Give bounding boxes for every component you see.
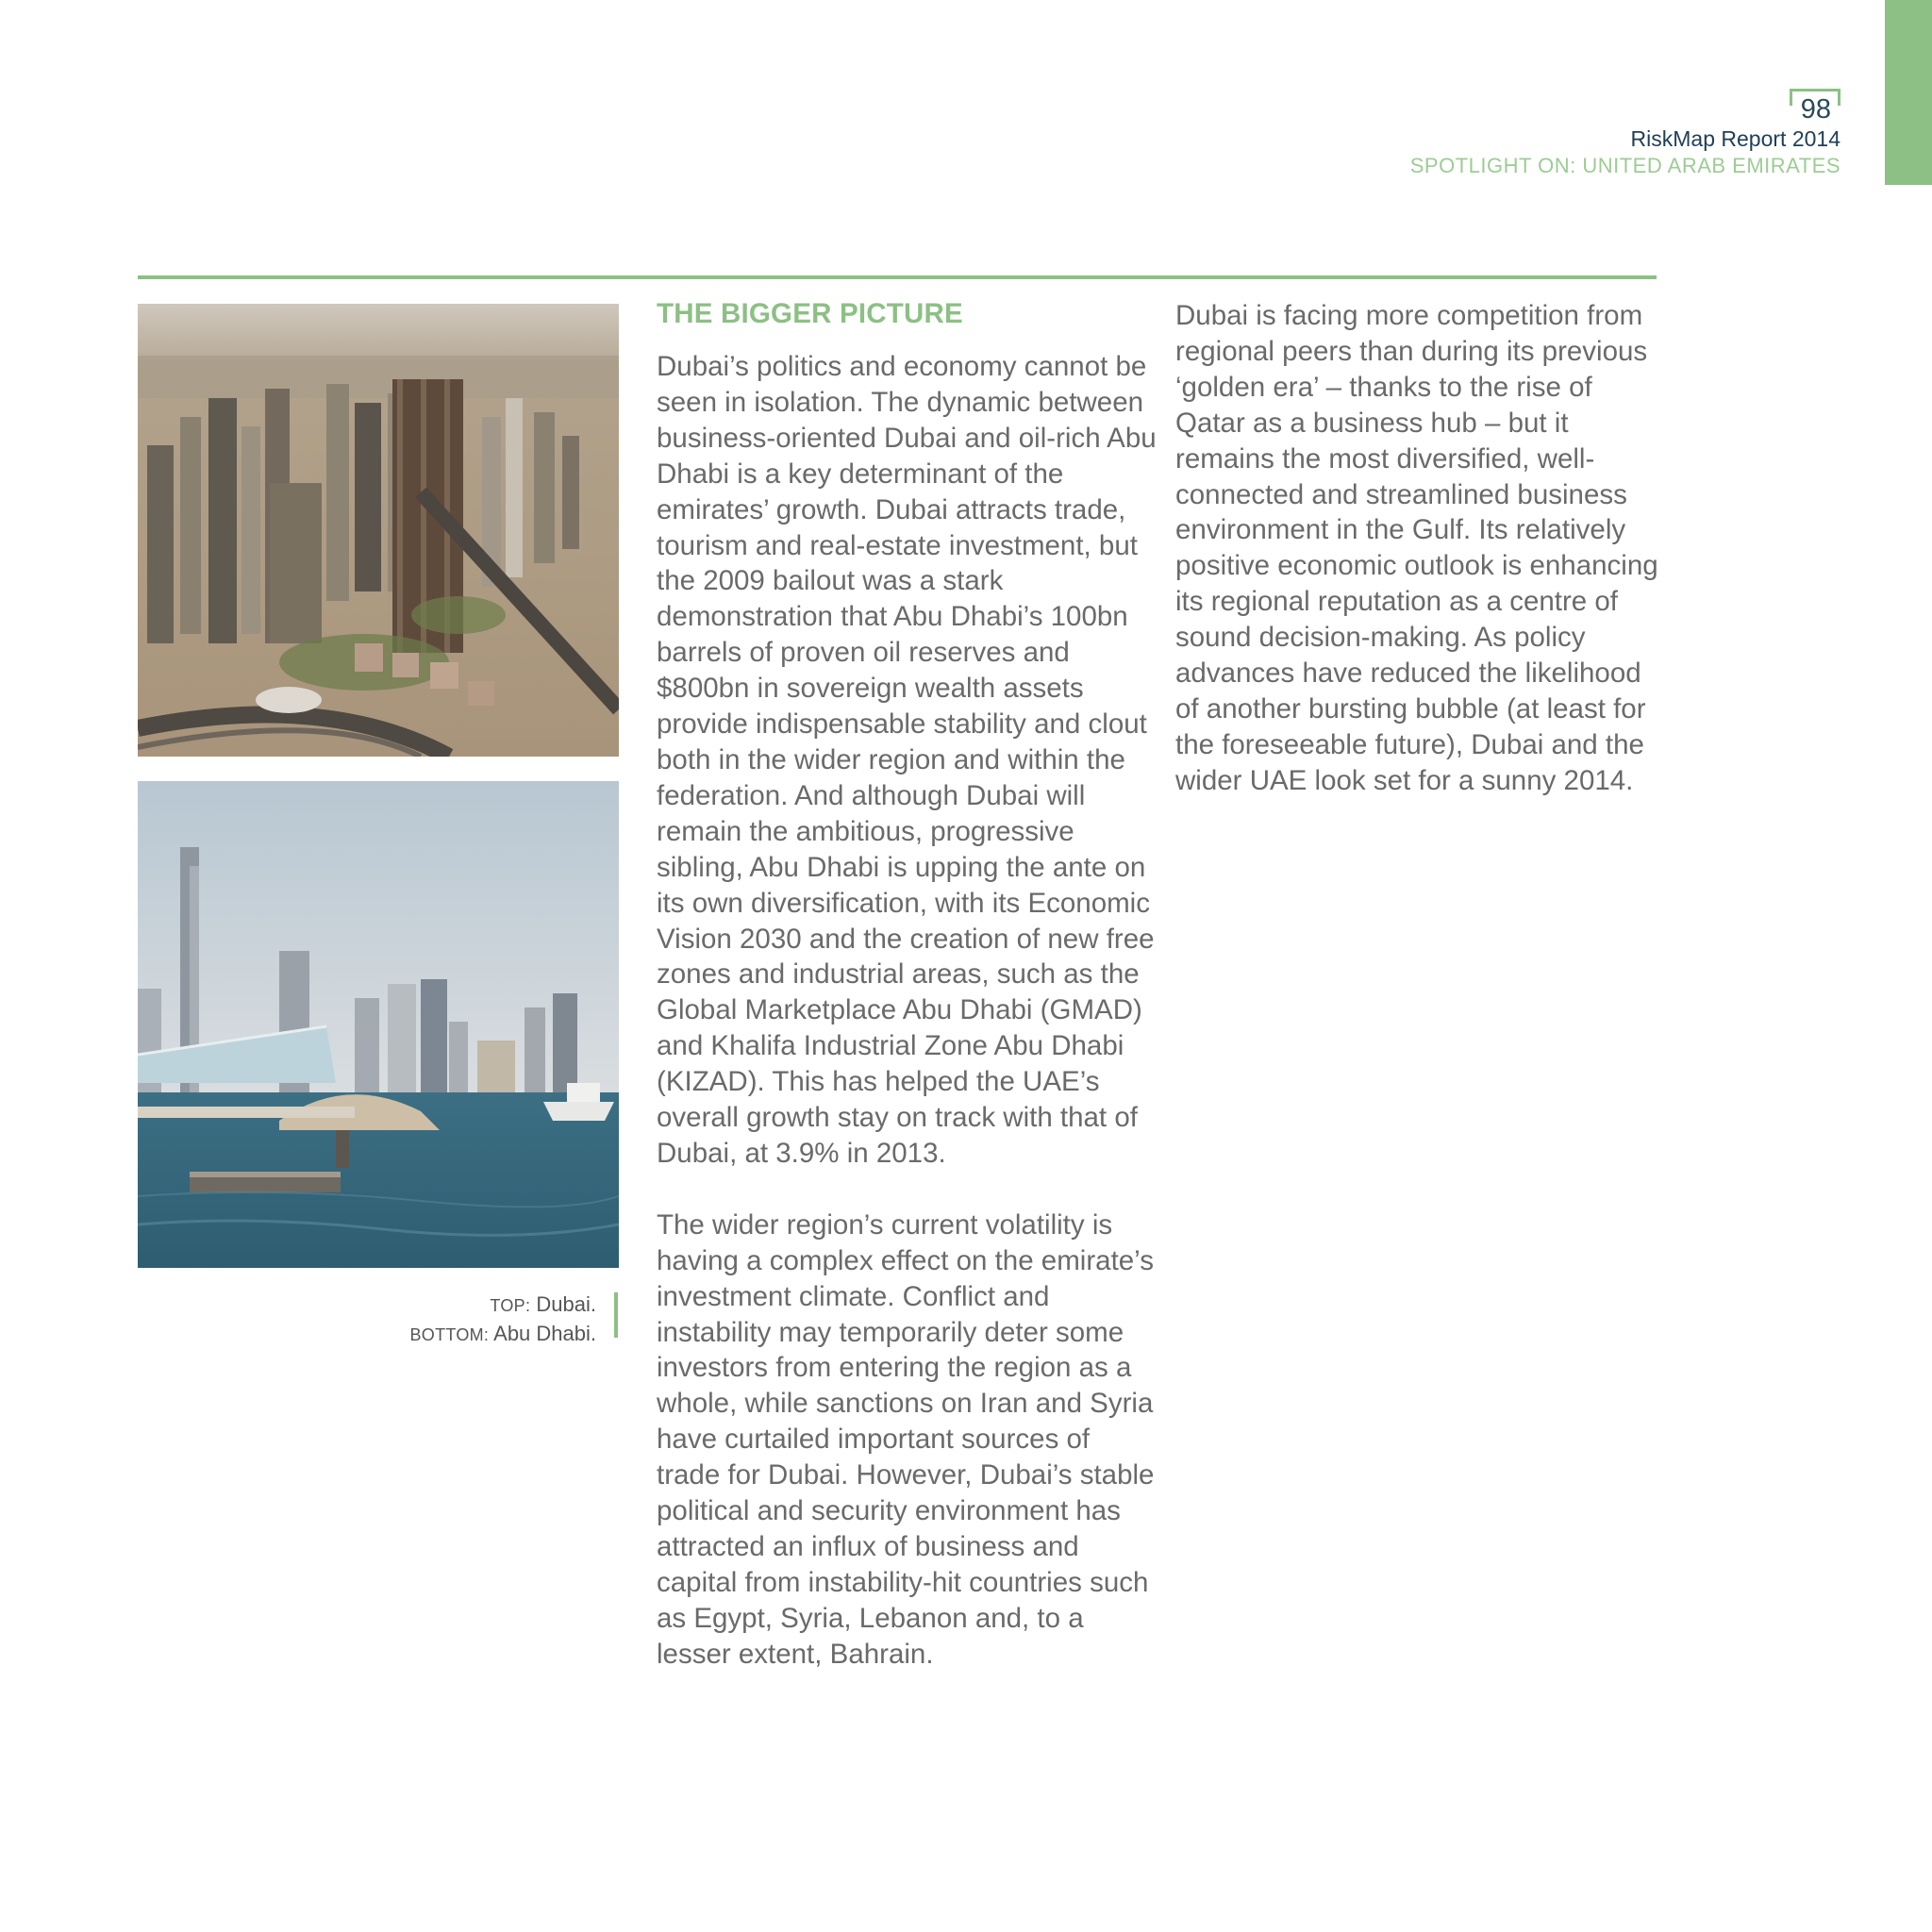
abu-dhabi-waterfront-image <box>138 781 619 1268</box>
caption-top <box>409 1291 596 1320</box>
page-number-box <box>1790 89 1840 125</box>
photo-caption <box>409 1291 596 1349</box>
section-divider <box>138 275 1657 279</box>
article-paragraph: Dubai’s politics and economy cannot be seen in isolation. The dynamic between business-oriented Dubai and oil-rich Abu Dhabi is a key determinant of the emirates’ growth. Dubai attracts trade, tourism and real-estate investment, but the 2009 bailout was a stark demonstration that Abu Dhabi’s 100bn barrels of proven oil reserves and $800bn in sovereign wealth assets provide indispensable stability and clout both in the wider region and within the federation. And although Dubai will remain the ambitious, progressive sibling, Abu Dhabi is upping the ante on its own diversification, with its Economic Vision 2030 and the creation of new free zones and industrial areas, such as the Global Marketplace Abu Dhabi (GMAD) and Khalifa Industrial Zone Abu Dhabi (KIZAD). This has helped the UAE’s overall growth stay on track with that of Dubai, at 3.9% in 2013. <box>657 351 1157 1169</box>
article-paragraph: Dubai is facing more competition from regional peers than during its previous ‘golden era’ – thanks to the rise of Qatar as a business hub – but it remains the most diversified, well-connected and streamlined business environment in the Gulf. Its relatively positive economic outlook is enhancing its regional reputation as a centre of sound decision-making. As policy advances have reduced the likelihood of another bursting bubble (at least for the foreseeable future), Dubai and the wider UAE look set for a sunny 2014. <box>1175 300 1658 796</box>
dubai-photo <box>138 304 619 757</box>
page-number: 98 <box>1800 94 1831 125</box>
caption-bottom <box>409 1320 596 1349</box>
page-header <box>1410 89 1840 179</box>
dubai-skyline-image <box>138 304 619 757</box>
report-title: RiskMap Report 2014 <box>1630 126 1840 151</box>
section-title: SPOTLIGHT ON: UNITED ARAB EMIRATES <box>1409 154 1840 177</box>
abu-dhabi-photo <box>138 781 619 1268</box>
caption-bottom-label: BOTTOM: <box>409 1325 490 1344</box>
article-column-middle <box>657 296 1157 1673</box>
article-paragraph: The wider region’s current volatility is having a complex effect on the emirate’s investment climate. Conflict and instability may temporarily deter some investors from entering the region as a whole, while sanctions on Iran and Syria have curtailed important sources of trade for Dubai. However, Dubai’s stable political and security environment has attracted an influx of business and capital from instability-hit countries such as Egypt, Syria, Lebanon and, to a lesser extent, Bahrain. <box>657 1208 1155 1670</box>
caption-top-text: Dubai. <box>530 1292 596 1316</box>
article-heading: THE BIGGER PICTURE <box>657 298 963 329</box>
caption-top-label: TOP: <box>490 1296 531 1315</box>
article-column-right <box>1175 298 1666 799</box>
caption-accent-bar <box>614 1292 618 1338</box>
section-color-tab <box>1885 0 1932 185</box>
caption-bottom-text: Abu Dhabi. <box>489 1322 596 1345</box>
